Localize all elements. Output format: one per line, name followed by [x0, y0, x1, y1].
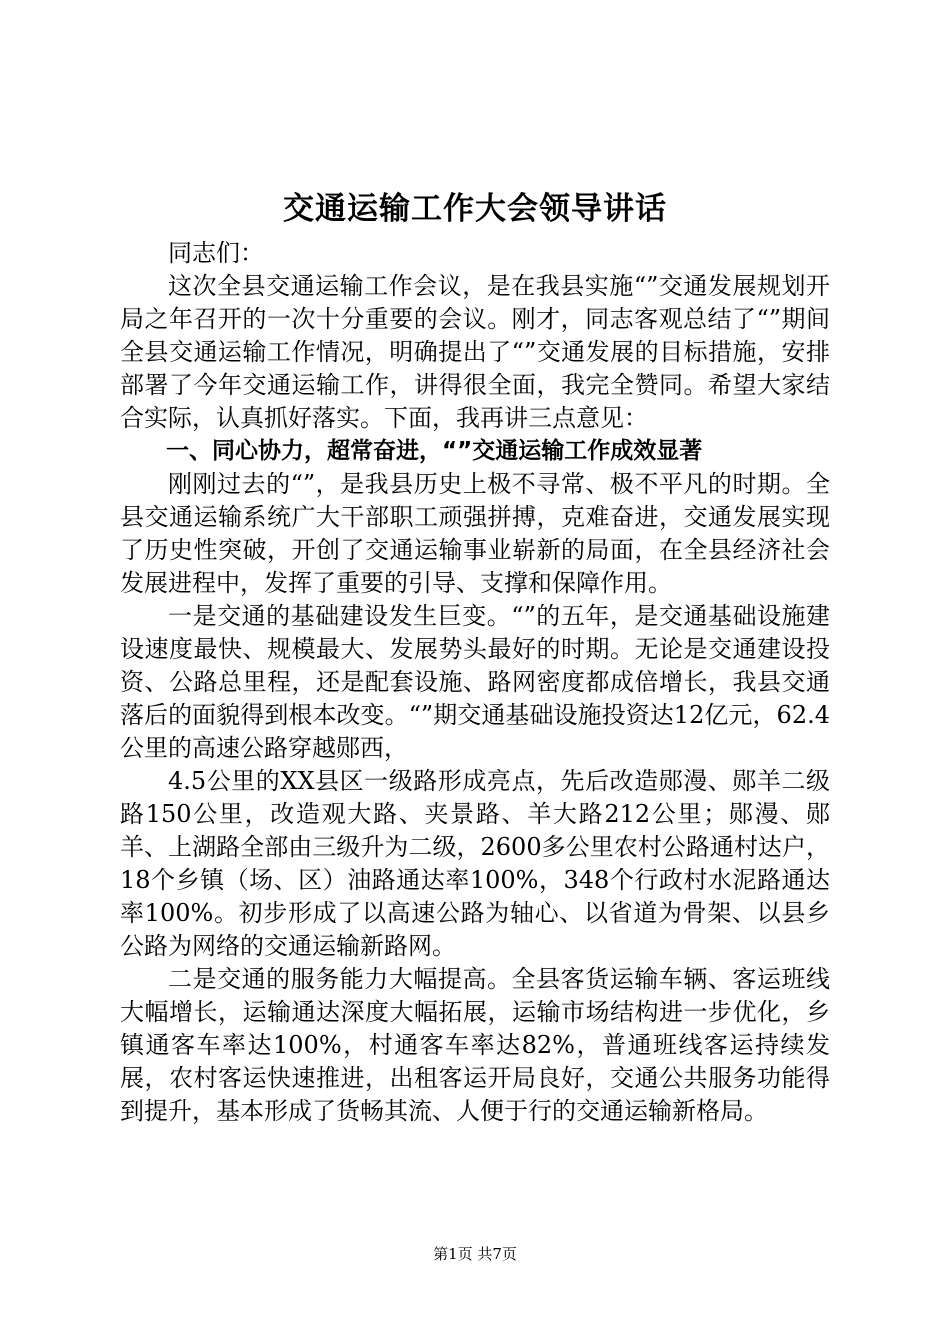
paragraph-infrastructure: 一是交通的基础建设发生巨变。“”的五年，是交通基础设施建设速度最快、规模最大、发展势头最好的时期。无论是交通建设投资、公路总里程，还是配套设施、路网密度都成倍增长，我县交通落后的面貌得到根本改变。“”期交通基础设施投资达12亿元，62.4公里的高速公路穿越郧西， [120, 602, 830, 762]
document-body [120, 237, 830, 1128]
page-number-footer: 第1页 共7页 [433, 1245, 517, 1263]
paragraph-services: 二是交通的服务能力大幅提高。全县客货运输车辆、客运班线大幅增长，运输通达深度大幅拓展，运输市场结构进一步优化，乡镇通客车率达100%，村通客车率达82%，普通班线客运持续发展，农村客运快速推进，出租客运开局良好，交通公共服务功能得到提升，基本形成了货畅其流、人便于行的交通运输新格局。 [120, 965, 830, 1125]
paragraph-roads: 4.5公里的XX县区一级路形成亮点，先后改造郧漫、郧羊二级路150公里，改造观大路、夹景路、羊大路212公里；郧漫、郧羊、上湖路全部由三级升为二级，2600多公里农村公路通村达户，18个乡镇（场、区）油路通达率100%，348个行政村水泥路通达率100%。初步形成了以高速公路为轴心、以省道为骨架、以县乡公路为网络的交通运输新路网。 [120, 767, 830, 960]
paragraph-intro: 这次全县交通运输工作会议，是在我县实施“”交通发展规划开局之年召开的一次十分重要的会议。刚才，同志客观总结了“”期间全县交通运输工作情况，明确提出了“”交通发展的目标措施，安排部署了今年交通运输工作，讲得很全面，我完全赞同。希望大家结合实际，认真抓好落实。下面，我再讲三点意见： [120, 272, 830, 432]
salutation: 同志们： [168, 239, 264, 267]
paragraph-overview: 刚刚过去的“”，是我县历史上极不寻常、极不平凡的时期。全县交通运输系统广大干部职工顽强拼搏，克难奋进，交通发展实现了历史性突破，开创了交通运输事业崭新的局面，在全县经济社会发展进程中，发挥了重要的引导、支撑和保障作用。 [120, 470, 830, 597]
section-heading-1: 一、同心协力，超常奋进，“”交通运输工作成效显著 [166, 438, 703, 464]
document-title: 交通运输工作大会领导讲话 [283, 191, 667, 227]
